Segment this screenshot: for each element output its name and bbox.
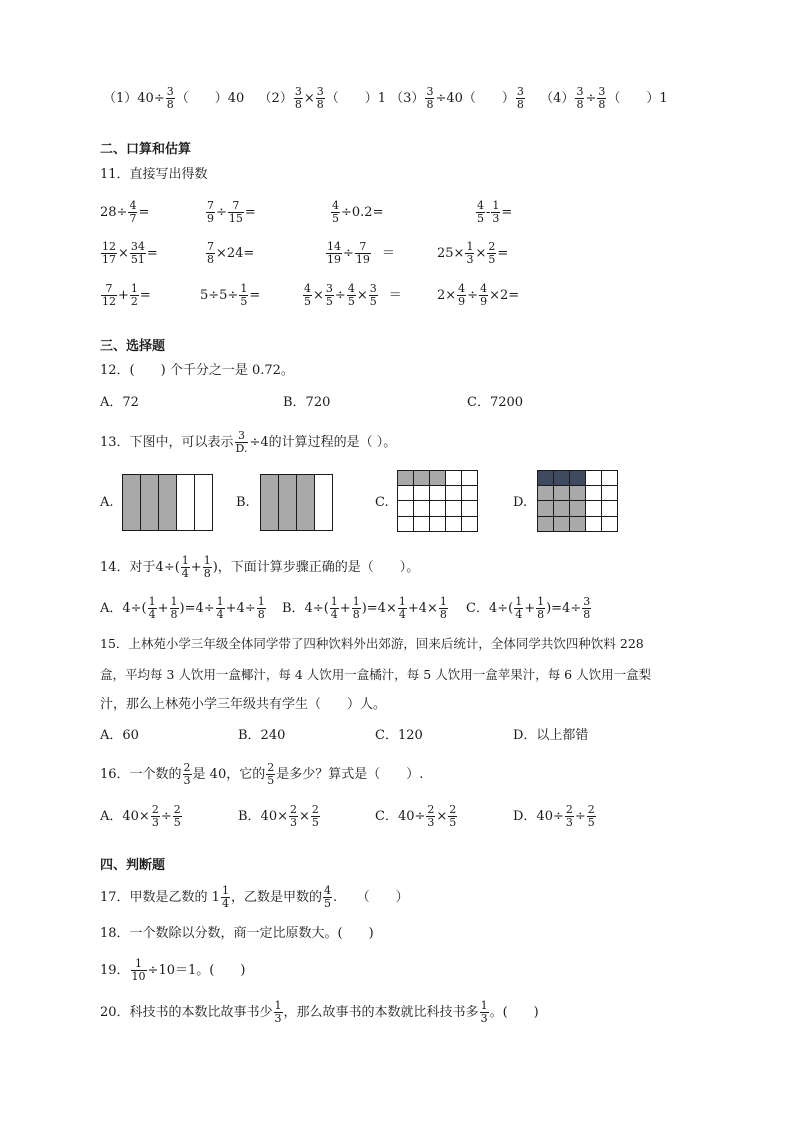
- numerator: 1: [181, 554, 189, 567]
- numerator: 3: [598, 85, 606, 98]
- numerator: 1: [240, 282, 248, 295]
- denominator: 19: [355, 253, 370, 266]
- fraction: [575, 86, 584, 111]
- text-run: ÷0.2=: [341, 205, 384, 220]
- fraction: [228, 200, 244, 225]
- fraction: [101, 283, 117, 308]
- numerator: 2: [151, 803, 159, 816]
- q12-option-a[interactable]: A．72: [100, 395, 139, 410]
- q15-option-c[interactable]: C．120: [375, 728, 423, 743]
- fraction: [479, 283, 488, 308]
- denominator: 5: [240, 295, 248, 308]
- section-heading-2: 二、口算和估算: [100, 142, 192, 157]
- q11-r3-c: [302, 283, 402, 308]
- text-run: ×: [356, 288, 368, 303]
- text-run: 19．: [100, 963, 130, 978]
- denominator: 4: [221, 897, 229, 910]
- denominator: 9: [207, 212, 214, 225]
- text-run: 2×: [437, 288, 457, 303]
- text-run: +: [118, 288, 129, 303]
- text-run: )，下面计算步骤正确的是（ ）。: [212, 560, 420, 575]
- q11-title: 11．直接写出得数: [100, 167, 208, 182]
- denominator: 9: [480, 295, 488, 308]
- text-run: ×: [313, 288, 324, 303]
- numerator: 2: [488, 240, 496, 253]
- fraction: [235, 430, 249, 455]
- fraction: [465, 241, 474, 266]
- q11-r3-a: [100, 283, 151, 308]
- fraction: [330, 596, 339, 621]
- denominator: 4: [330, 608, 338, 621]
- numerator: 4: [480, 282, 488, 295]
- text-run: +: [339, 601, 351, 616]
- numerator: 1: [439, 595, 447, 608]
- numerator: 1: [257, 595, 265, 608]
- fraction: [294, 86, 303, 111]
- numerator: 1: [274, 999, 282, 1012]
- denominator: 8: [439, 608, 447, 621]
- q18-stem: 18．一个数除以分数，商一定比原数大。( ): [100, 926, 374, 941]
- denominator: 5: [311, 816, 319, 829]
- q10-part3: （3）: [390, 91, 425, 106]
- q10-part4: （4）: [540, 91, 575, 106]
- text-run: +: [190, 560, 202, 575]
- fraction: [597, 86, 606, 111]
- denominator: 5: [488, 253, 496, 266]
- q11-r1-d: [475, 200, 512, 225]
- fraction: [206, 200, 215, 225]
- q13-option-c-label[interactable]: C.: [375, 495, 389, 510]
- q16-option-c[interactable]: [375, 804, 458, 829]
- text-run: C．40÷: [375, 809, 426, 824]
- text-run: C．4÷(: [466, 601, 514, 616]
- text-run: =: [146, 246, 158, 261]
- q13-figure-c[interactable]: [397, 470, 479, 533]
- fraction: [203, 555, 212, 580]
- text-run: -: [486, 205, 491, 220]
- fraction: [331, 200, 340, 225]
- fraction: [448, 804, 457, 829]
- denominator: 5: [477, 212, 484, 225]
- numerator: 1: [330, 595, 338, 608]
- text-run: =: [244, 205, 256, 220]
- numerator: 3: [576, 85, 584, 98]
- denominator: 8: [352, 608, 360, 621]
- q15-option-d[interactable]: D．以上都错: [513, 728, 589, 743]
- q11-r3-d: [437, 283, 519, 308]
- q19-stem: [100, 958, 245, 983]
- numerator: 2: [267, 761, 275, 774]
- denominator: 3: [151, 816, 159, 829]
- numerator: 34: [130, 240, 145, 253]
- text-run: ×: [436, 809, 448, 824]
- q13-figure-d[interactable]: [537, 470, 619, 533]
- denominator: 8: [294, 98, 302, 111]
- denominator: 8: [576, 98, 584, 111]
- denominator: 4: [148, 608, 156, 621]
- text-run: ，那么故事书的本数就比科技书多: [283, 1005, 479, 1020]
- numerator: 1: [515, 595, 523, 608]
- denominator: 5: [332, 212, 339, 225]
- numerator: 3: [516, 85, 524, 98]
- numerator: 1: [492, 199, 500, 212]
- text-run: ÷: [160, 809, 172, 824]
- fraction: [151, 804, 160, 829]
- fraction: [480, 1000, 489, 1025]
- numerator: 2: [427, 803, 435, 816]
- denominator: 8: [426, 98, 434, 111]
- text-run: +: [157, 601, 169, 616]
- q10-line: [103, 86, 668, 111]
- numerator: 2: [311, 803, 319, 816]
- fraction: [128, 200, 137, 225]
- text-run: 5÷5÷: [200, 288, 239, 303]
- numerator: 4: [477, 199, 484, 212]
- numerator: 3: [369, 282, 377, 295]
- numerator: 1: [203, 554, 211, 567]
- text-run: 是 40，它的: [192, 767, 266, 782]
- q13-figure-a[interactable]: [122, 474, 214, 531]
- denominator: 4: [181, 567, 189, 580]
- q12-stem: 12．( ) 个千分之一是 0.72。: [100, 363, 294, 378]
- q13-option-d-label[interactable]: D.: [513, 495, 528, 510]
- fraction: [425, 86, 434, 111]
- text-run: . （ ）: [332, 890, 409, 905]
- denominator: 4: [515, 608, 523, 621]
- numerator: 7: [207, 240, 214, 253]
- fraction: [369, 283, 378, 308]
- denominator: 7: [129, 212, 137, 225]
- q10-part2: （2）: [258, 91, 293, 106]
- q12-option-c[interactable]: C．7200: [467, 395, 524, 410]
- section-heading-3: 三、选择题: [100, 339, 166, 354]
- numerator: 1: [480, 999, 488, 1012]
- numerator: 4: [332, 199, 339, 212]
- numerator: 12: [102, 240, 116, 253]
- fraction: [439, 596, 448, 621]
- numerator: 4: [304, 282, 311, 295]
- text-run: 25×: [437, 246, 465, 261]
- fraction: [536, 596, 545, 621]
- fraction: [130, 283, 139, 308]
- numerator: 4: [347, 282, 355, 295]
- text-run: =: [501, 205, 513, 220]
- fraction: [565, 804, 574, 829]
- fraction: [206, 241, 215, 266]
- text-run: 14．对于4÷(: [100, 560, 180, 575]
- fraction: [487, 241, 496, 266]
- numerator: 1: [130, 282, 138, 295]
- text-run: ÷: [467, 288, 479, 303]
- denominator: 3: [290, 816, 297, 829]
- denominator: 3: [492, 212, 500, 225]
- text-run: ÷10＝1。( ): [147, 963, 246, 978]
- fraction: [130, 241, 146, 266]
- text-run: +4÷: [225, 601, 256, 616]
- numerator: 2: [173, 803, 181, 816]
- denominator: 4: [398, 608, 406, 621]
- denominator: 12: [102, 295, 116, 308]
- q11-r2-d: [437, 241, 508, 266]
- text-run: （ ）1: [325, 91, 387, 106]
- q11-r1-c: [330, 200, 383, 225]
- denominator: 15: [228, 212, 243, 225]
- text-run: A．4÷(: [100, 601, 147, 616]
- numerator: 1: [170, 595, 178, 608]
- text-run: ＝: [381, 246, 395, 261]
- q13-stem: [100, 430, 396, 455]
- text-run: ×: [303, 91, 315, 106]
- numerator: 3: [238, 429, 246, 442]
- denominator: 8: [537, 608, 545, 621]
- numerator: 2: [565, 803, 573, 816]
- text-run: =: [249, 288, 261, 303]
- numerator: 7: [207, 199, 214, 212]
- numerator: 1: [537, 595, 545, 608]
- text-run: )=4×: [361, 601, 397, 616]
- q15-line2: 盒，平均每 3 人饮用一盒椰汁，每 4 人饮用一盒橘汁，每 5 人饮用一盒苹果汁，每 6 人饮用一盒梨: [100, 667, 652, 682]
- q13-option-b-label[interactable]: B.: [236, 495, 250, 510]
- fraction: [166, 86, 175, 111]
- text-run: ÷: [216, 205, 227, 220]
- text-run: )=4÷: [179, 601, 215, 616]
- fraction: [587, 804, 596, 829]
- text-run: ×: [118, 246, 129, 261]
- fraction: [323, 885, 332, 910]
- numerator: 3: [426, 85, 434, 98]
- denominator: 10: [131, 970, 146, 983]
- fraction: [221, 885, 230, 910]
- text-run: ÷: [334, 288, 346, 303]
- fraction: [516, 86, 525, 111]
- fraction: [326, 241, 342, 266]
- q15-line3: 汁，那么上林苑小学三年级共有学生（ ）人。: [100, 697, 387, 712]
- q14-stem: [100, 555, 419, 580]
- text-run: 13．下图中，可以表示: [100, 435, 234, 450]
- q20-stem: [100, 1000, 539, 1025]
- fraction: [476, 200, 485, 225]
- q15-option-a[interactable]: A．60: [100, 728, 139, 743]
- fraction: [426, 804, 435, 829]
- denominator: 4: [216, 608, 224, 621]
- q14-option-a[interactable]: [100, 596, 267, 621]
- q11-r1-a: [100, 200, 149, 225]
- text-run: 是多少？算式是（ ）.: [276, 767, 424, 782]
- denominator: 8: [516, 98, 524, 111]
- denominator: 8: [203, 567, 211, 580]
- numerator: 3: [166, 85, 174, 98]
- fraction: [514, 596, 523, 621]
- fraction: [316, 86, 325, 111]
- text-run: =: [139, 288, 151, 303]
- numerator: 1: [135, 957, 143, 970]
- numerator: 2: [449, 803, 457, 816]
- q11-r3-b: [200, 283, 260, 308]
- numerator: 7: [359, 240, 367, 253]
- fraction: [352, 596, 361, 621]
- fraction: [266, 762, 275, 787]
- numerator: 1: [148, 595, 156, 608]
- q13-option-a-label[interactable]: A.: [100, 495, 114, 510]
- numerator: 1: [216, 595, 224, 608]
- denominator: 5: [304, 295, 311, 308]
- q15-line1: 15．上林苑小学三年级全体同学带了四种饮料外出郊游，回来后统计，全体同学共饮四种饮料 228: [100, 636, 644, 651]
- denominator: 3: [466, 253, 474, 266]
- numerator: 2: [290, 803, 297, 816]
- text-run: 28÷: [100, 205, 128, 220]
- fraction: [181, 555, 190, 580]
- denominator: 8: [257, 608, 265, 621]
- fraction: [582, 596, 591, 621]
- q16-stem: [100, 762, 423, 787]
- q17-stem: [100, 885, 409, 910]
- denominator: 8: [583, 608, 591, 621]
- fraction: [274, 1000, 283, 1025]
- text-run: 。( ): [489, 1005, 539, 1020]
- fraction: [398, 596, 407, 621]
- numerator: 4: [129, 199, 137, 212]
- denominator: 5: [369, 295, 377, 308]
- denominator: 2: [130, 295, 138, 308]
- numerator: 4: [458, 282, 466, 295]
- denominator: 8: [598, 98, 606, 111]
- text-run: A．40×: [100, 809, 150, 824]
- denominator: 8: [170, 608, 178, 621]
- q11-r2-a: [100, 241, 158, 266]
- fraction: [148, 596, 157, 621]
- numerator: 1: [352, 595, 360, 608]
- numerator: 3: [294, 85, 302, 98]
- text-run: ×: [475, 246, 487, 261]
- denominator: 3: [427, 816, 435, 829]
- text-run: ，乙数是甲数的: [230, 890, 322, 905]
- denominator: 3: [480, 1012, 488, 1025]
- numerator: 1: [466, 240, 474, 253]
- q11-r2-b: [205, 241, 254, 266]
- numerator: 3: [316, 85, 324, 98]
- fraction: [173, 804, 182, 829]
- text-run: 17．甲数是乙数的 1: [100, 890, 220, 905]
- numerator: 2: [587, 803, 595, 816]
- fraction: [491, 200, 500, 225]
- text-run: =: [497, 246, 509, 261]
- fraction: [183, 762, 192, 787]
- denominator: 5: [325, 295, 333, 308]
- fraction: [257, 596, 266, 621]
- denominator: 5: [449, 816, 457, 829]
- fraction: [239, 283, 248, 308]
- numerator: 1: [221, 884, 229, 897]
- text-run: ÷4的计算过程的是（ ）。: [249, 435, 397, 450]
- denominator: 5: [267, 774, 275, 787]
- q16-option-d[interactable]: [513, 804, 597, 829]
- text-run: ÷: [343, 246, 354, 261]
- text-run: （ ）1: [607, 91, 668, 106]
- fraction: [303, 283, 312, 308]
- denominator: 5: [323, 897, 331, 910]
- numerator: 3: [325, 282, 333, 295]
- numerator: 4: [323, 884, 331, 897]
- section-heading-4: 四、判断题: [100, 858, 166, 873]
- text-run: )=4÷: [546, 601, 582, 616]
- text-run: ＝: [388, 288, 402, 303]
- text-run: ×: [299, 809, 310, 824]
- q11-r1-b: [205, 200, 256, 225]
- text-run: ÷: [585, 91, 597, 106]
- fraction: [101, 241, 117, 266]
- q12-option-b[interactable]: B．720: [283, 395, 331, 410]
- fraction: [347, 283, 356, 308]
- fraction: [355, 241, 371, 266]
- fraction: [131, 958, 147, 983]
- denominator: 8: [207, 253, 214, 266]
- q13-figure-b[interactable]: [260, 474, 334, 531]
- q15-option-b[interactable]: B．240: [238, 728, 286, 743]
- numerator: 7: [105, 282, 113, 295]
- denominator: 3: [565, 816, 573, 829]
- text-run: =: [138, 205, 150, 220]
- q14-option-b[interactable]: [282, 596, 449, 621]
- numerator: 7: [232, 199, 240, 212]
- denominator: 51: [130, 253, 145, 266]
- numerator: 1: [398, 595, 406, 608]
- q16-option-b[interactable]: [238, 804, 321, 829]
- text-run: +4×: [407, 601, 438, 616]
- denominator: 19: [327, 253, 341, 266]
- text-run: （ ）40: [175, 91, 245, 106]
- fraction: [216, 596, 225, 621]
- q14-option-c[interactable]: [466, 596, 592, 621]
- denominator: 5: [347, 295, 355, 308]
- text-run: ÷: [574, 809, 586, 824]
- fraction: [325, 283, 334, 308]
- text-run: B．40×: [238, 809, 288, 824]
- denominator: 8: [316, 98, 324, 111]
- fraction: [457, 283, 466, 308]
- fraction: [311, 804, 320, 829]
- denominator: 17: [102, 253, 116, 266]
- denominator: 3: [183, 774, 191, 787]
- text-run: ÷40（ ）: [435, 91, 515, 106]
- text-run: D．40÷: [513, 809, 564, 824]
- text-run: ×24=: [216, 246, 255, 261]
- denominator: 3: [274, 1012, 282, 1025]
- fraction: [289, 804, 298, 829]
- fraction: [170, 596, 179, 621]
- text-run: B．4÷(: [282, 601, 329, 616]
- q10-part1: （1）40÷: [103, 91, 165, 106]
- denominator: 8: [166, 98, 174, 111]
- denominator: D.: [235, 442, 248, 455]
- text-run: ×2=: [489, 288, 520, 303]
- text-run: 16．一个数的: [100, 767, 182, 782]
- denominator: 5: [173, 816, 181, 829]
- text-run: +: [524, 601, 536, 616]
- numerator: 2: [183, 761, 191, 774]
- q11-r2-c: [325, 241, 395, 266]
- denominator: 9: [458, 295, 466, 308]
- denominator: 5: [587, 816, 595, 829]
- text-run: 20．科技书的本数比故事书少: [100, 1005, 273, 1020]
- numerator: 3: [583, 595, 591, 608]
- numerator: 14: [327, 240, 341, 253]
- q16-option-a[interactable]: [100, 804, 183, 829]
